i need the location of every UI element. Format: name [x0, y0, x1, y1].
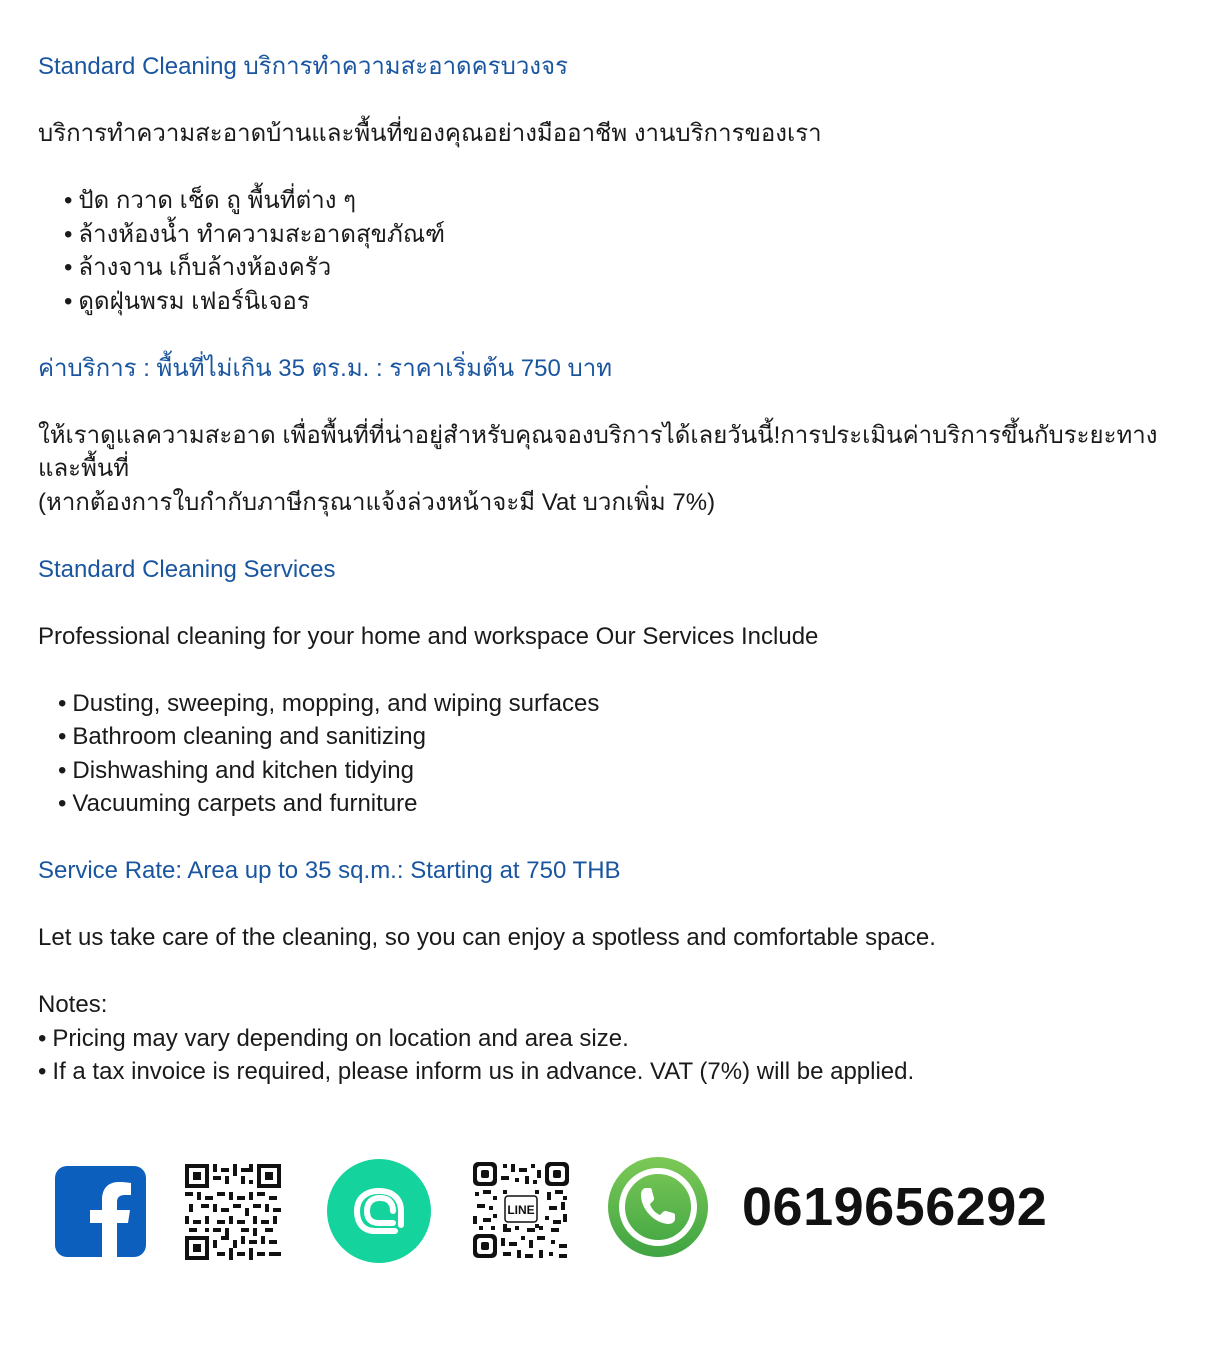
english-intro: Professional cleaning for your home and workspace Our Services Include [38, 622, 819, 650]
thai-intro: บริการทำความสะอาดบ้านและพื้นที่ของคุณอย่างมืออาชีพ งานบริการของเรา [38, 120, 822, 147]
list-item: • Dishwashing and kitchen tidying [58, 754, 1188, 788]
list-item: • If a tax invoice is required, please inform us in advance. VAT (7%) will be applied. [38, 1055, 1188, 1089]
english-closing: Let us take care of the cleaning, so you can enjoy a spotless and comfortable space. [38, 924, 936, 951]
list-item: • Dusting, sweeping, mopping, and wiping surfaces [58, 687, 1188, 721]
thai-service-list [38, 184, 1188, 318]
contact-bar [54, 1155, 1154, 1265]
line-qr-label: LINE [507, 1203, 535, 1217]
thai-closing-line1: ให้เราดูแลความสะอาด เพื่อพื้นที่ที่น่าอยู่สำหรับคุณจองบริการได้เลยวันนี้!การประเมินค่าบริการขึ้นกับระยะทางและพื้นที่ [38, 421, 1158, 482]
list-item: • Pricing may vary depending on location and area size. [38, 1022, 1188, 1056]
list-item: • Vacuuming carpets and furniture [58, 787, 1188, 821]
list-item: • Bathroom cleaning and sanitizing [58, 720, 1188, 754]
thai-rate: ค่าบริการ : พื้นที่ไม่เกิน 35 ตร.ม. : ราคาเริ่มต้น 750 บาท [38, 354, 613, 382]
facebook-icon[interactable] [55, 1166, 146, 1257]
english-title: Standard Cleaning Services [38, 555, 336, 583]
english-rate: Service Rate: Area up to 35 sq.m.: Starting at 750 THB [38, 857, 621, 884]
line-qr-code [473, 1162, 569, 1258]
list-item: • ล้างจาน เก็บล้างห้องครัว [64, 251, 1188, 285]
notes-list [38, 1022, 1188, 1089]
service-description [38, 50, 1188, 1089]
list-item: • ดูดฝุ่นพรม เฟอร์นิเจอร [64, 285, 1188, 319]
list-item: • ล้างห้องน้ำ ทำความสะอาดสุขภัณฑ์ [64, 218, 1188, 252]
thai-title: Standard Cleaning บริการทำความสะอาดครบวงจร [38, 53, 568, 80]
notes-label: Notes: [38, 991, 108, 1018]
facebook-qr-code [185, 1164, 281, 1260]
phone-icon[interactable] [608, 1157, 708, 1257]
thai-closing-line2: (หากต้องการใบกำกับภาษีกรุณาแจ้งล่วงหน้าจะมี Vat บวกเพิ่ม 7%) [38, 488, 716, 516]
list-item: • ปัด กวาด เช็ด ถู พื้นที่ต่าง ๆ [64, 184, 1188, 218]
line-at-icon[interactable] [327, 1159, 431, 1263]
phone-number[interactable]: 0619656292 [742, 1177, 1048, 1237]
english-service-list [38, 687, 1188, 821]
